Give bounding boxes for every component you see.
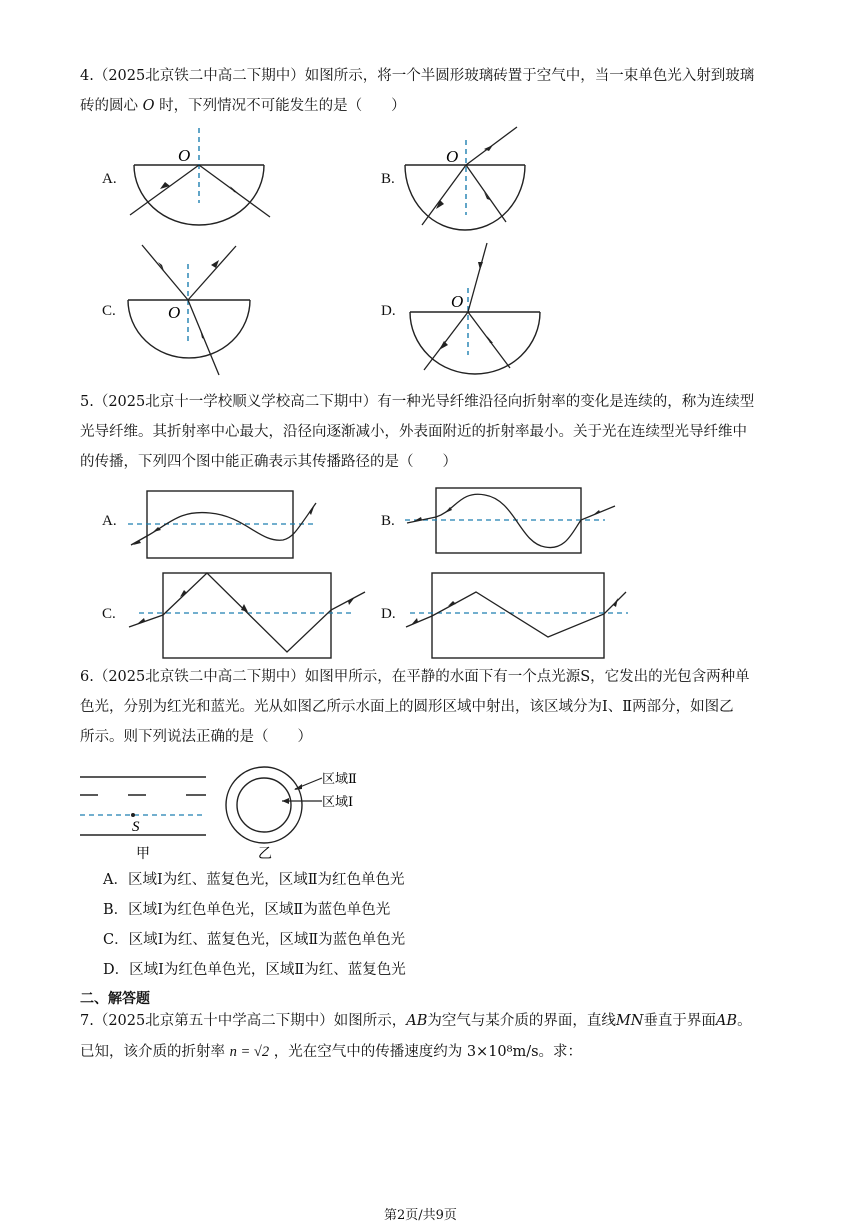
q4-figure-c (120, 240, 270, 380)
q5-figure-b (400, 485, 630, 565)
q7-ab-2: AB (715, 1013, 738, 1029)
q4-option-a-label: A. (102, 171, 117, 187)
q7-line2 (80, 1042, 582, 1062)
q6-choice-c: C．区域Ⅰ为红、蓝复色光，区域Ⅱ为蓝色单色光 (103, 932, 406, 948)
q6-line2: 色光，分别为红光和蓝光。光从如图乙所示水面上的圆形区域中射出，该区域分为Ⅰ、Ⅱ两部分，如图乙 (80, 699, 734, 715)
q6-choice-a: A．区域Ⅰ为红、蓝复色光，区域Ⅱ为红色单色光 (103, 872, 405, 888)
q4-a-o-label: O (178, 146, 191, 165)
q4-line2-pre: 砖的圆心 (80, 98, 138, 114)
q4-c-o-label: O (168, 303, 181, 322)
q5-figure-a (125, 488, 325, 568)
q4-figure-b (400, 120, 540, 250)
q4-line1: 4.（2025北京铁二中高二下期中）如图所示，将一个半圆形玻璃砖置于空气中，当一束单色光入射到玻璃 (80, 68, 755, 84)
q5-line3: 的传播，下列四个图中能正确表示其传播路径的是（ ） (80, 454, 457, 470)
q4-line2 (80, 96, 406, 116)
q5-line2: 光导纤维。其折射率中心最大，沿径向逐渐减小，外表面附近的折射率最小。关于光在连续型光导纤维中 (80, 424, 747, 440)
q7-line1 (80, 1011, 752, 1031)
q4-figure-a (120, 125, 280, 235)
q7-line2-post: ，光在空气中的传播速度约为 3×10⁸m/s。求： (273, 1044, 583, 1060)
q5-line1: 5.（2025北京十一学校顺义学校高二下期中）有一种光导纤维沿径向折射率的变化是连续的，称为连续型 (80, 394, 755, 410)
q7-line2-pre: 已知，该介质的折射率 (80, 1044, 225, 1060)
q5-option-c-label: C. (102, 606, 116, 622)
q6-region1-label: 区域Ⅰ (322, 795, 354, 810)
q5-figure-d (400, 570, 635, 665)
q7-line1-mid: 为空气与某介质的界面，直线 (427, 1013, 616, 1029)
q4-line2-post: 时，下列情况不可能发生的是（ ） (159, 98, 406, 114)
q7-ab: AB (406, 1013, 428, 1029)
q4-figure-d (400, 240, 550, 380)
section-heading: 二、解答题 (80, 991, 150, 1007)
q7-mn: MN (615, 1013, 644, 1029)
q7-n-expr: n = √2 (229, 1044, 270, 1060)
q6-figure-jia (78, 765, 213, 865)
q4-option-b-label: B. (381, 171, 395, 187)
page-footer: 第2页/共9页 (384, 1208, 457, 1223)
q6-line1: 6.（2025北京铁二中高二下期中）如图甲所示，在平静的水面下有一个点光源S，它发出的光包含两种单 (80, 669, 750, 685)
q4-b-o-label: O (446, 147, 459, 166)
q7-line1-pre: 7.（2025北京第五十中学高二下期中）如图所示， (80, 1013, 407, 1029)
q7-line1-end: 。 (737, 1013, 752, 1029)
q5-option-b-label: B. (381, 513, 395, 529)
q4-line2-o: O (142, 98, 155, 114)
q4-option-d-label: D. (381, 303, 396, 319)
q5-option-a-label: A. (102, 513, 117, 529)
q4-option-c-label: C. (102, 303, 116, 319)
q6-s-label: S (132, 819, 140, 835)
q6-line3: 所示。则下列说法正确的是（ ） (80, 729, 312, 745)
q6-figure-yi (222, 763, 372, 863)
q7-line1-mid2: 垂直于界面 (643, 1013, 716, 1029)
q5-figure-c (125, 570, 370, 665)
q6-yi-caption: 乙 (258, 846, 272, 862)
q6-choice-b: B．区域Ⅰ为红色单色光，区域Ⅱ为蓝色单色光 (103, 902, 391, 918)
q6-region2-label: 区域Ⅱ (322, 772, 357, 787)
q6-choice-d: D．区域Ⅰ为红色单色光，区域Ⅱ为红、蓝复色光 (103, 962, 406, 978)
q4-d-o-label: O (451, 292, 464, 311)
q6-jia-caption: 甲 (136, 846, 150, 862)
q5-option-d-label: D. (381, 606, 396, 622)
